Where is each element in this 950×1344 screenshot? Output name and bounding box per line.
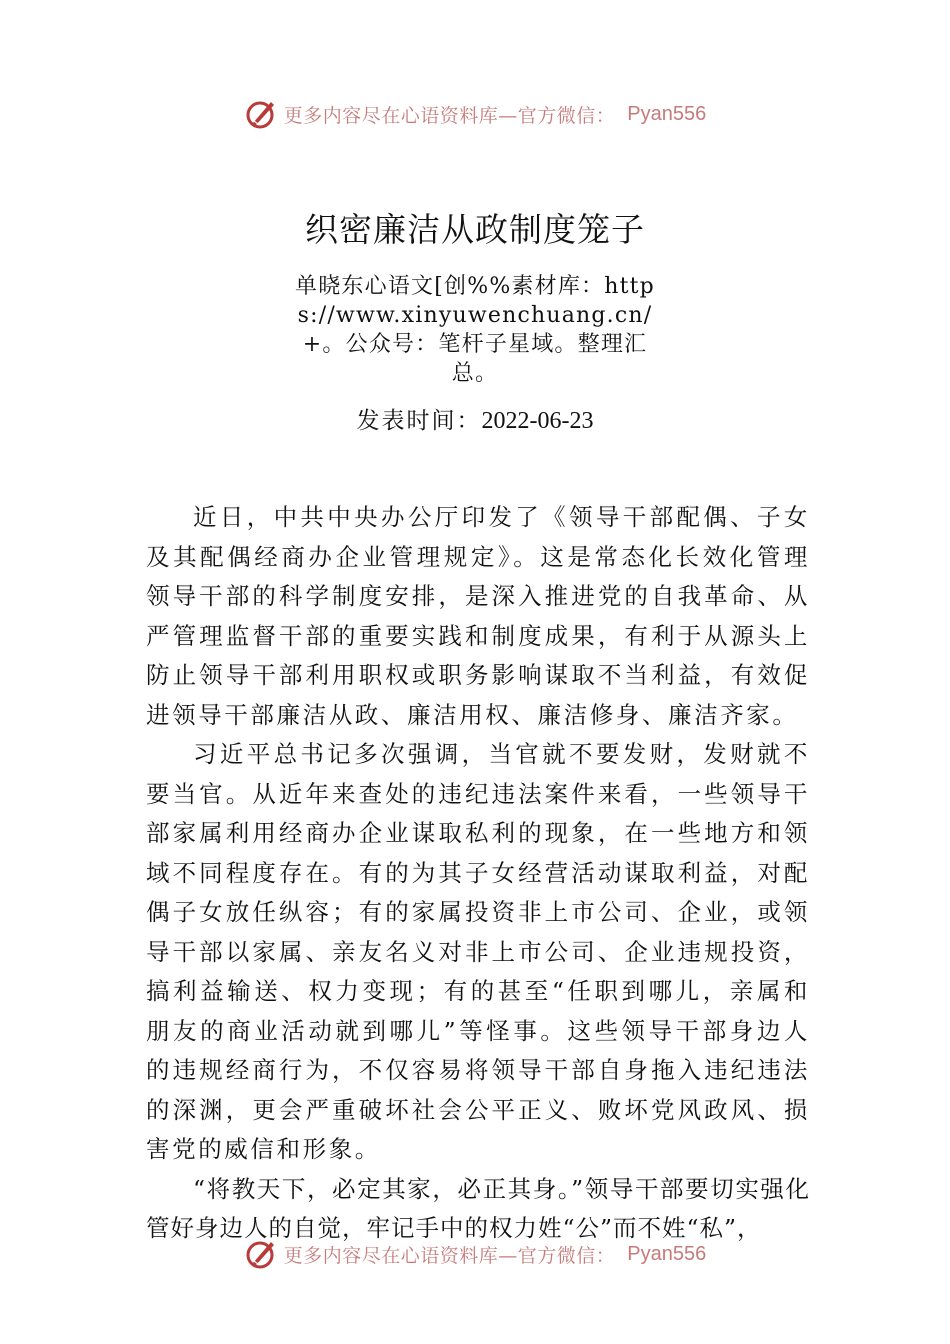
quill-pen-circle-icon (244, 97, 278, 131)
watermark-banner-bottom (0, 1234, 950, 1274)
paragraph: 近日，中共中央办公厅印发了《领导干部配偶、子女及其配偶经商办企业管理规定》。这是常态化长效化管理领导干部的科学制度安排，是深入推进党的自我革命、从严管理监督干部的重要实践和制度成果，有利于从源头上防止领导干部利用职权或职务影响谋取不当利益，有效促进领导干部廉洁从政、廉洁用权、廉洁修身、廉洁齐家。 (146, 503, 810, 729)
publish-date-label: 发表时间： (356, 408, 482, 434)
publish-date-value: 2022-06-23 (481, 408, 594, 434)
paragraph: “将教天下，必定其家，必正其身。”领导干部要切实强化管好身边人的自觉，牢记手中的权力姓“公”而不姓“私”， (146, 1174, 810, 1242)
watermark-text: 更多内容尽在心语资料库—官方微信： (283, 1244, 616, 1267)
article-body (146, 498, 810, 1249)
paragraph: 习近平总书记多次强调，当官就不要发财，发财就不要当官。从近年来查处的违纪违法案件来看，一些领导干部家属利用经商办企业谋取私利的现象，在一些地方和领域不同程度存在。有的为其子女经营活动谋取利益，对配偶子女放任纵容；有的家属投资非上市公司、企业，或领导干部以家属、亲友名义对非上市公司、企业违规投资，搞利益输送、权力变现；有的甚至“任职到哪儿，亲属和朋友的商业活动就到哪儿”等怪事。这些领导干部身边人的违规经商行为，不仅容易将领导干部自身拖入违纪违法的深渊，更会严重破坏社会公平正义、败坏党风政风、损害党的威信和形象。 (146, 740, 810, 1163)
article-source-meta: 单晓东心语文[创%%素材库：https://www.xinyuwenchuang.cn/+。公众号：笔杆子星域。整理汇总。 (295, 274, 655, 386)
watermark-wechat-id: Pyan556 (627, 102, 707, 125)
quill-pen-circle-icon (244, 1237, 278, 1271)
publish-date (0, 402, 950, 435)
watermark-text: 更多内容尽在心语资料库—官方微信： (283, 104, 616, 127)
watermark-wechat-id: Pyan556 (627, 1242, 707, 1265)
watermark-banner-top (0, 94, 950, 134)
article-title: 织密廉洁从政制度笼子 (305, 210, 645, 249)
